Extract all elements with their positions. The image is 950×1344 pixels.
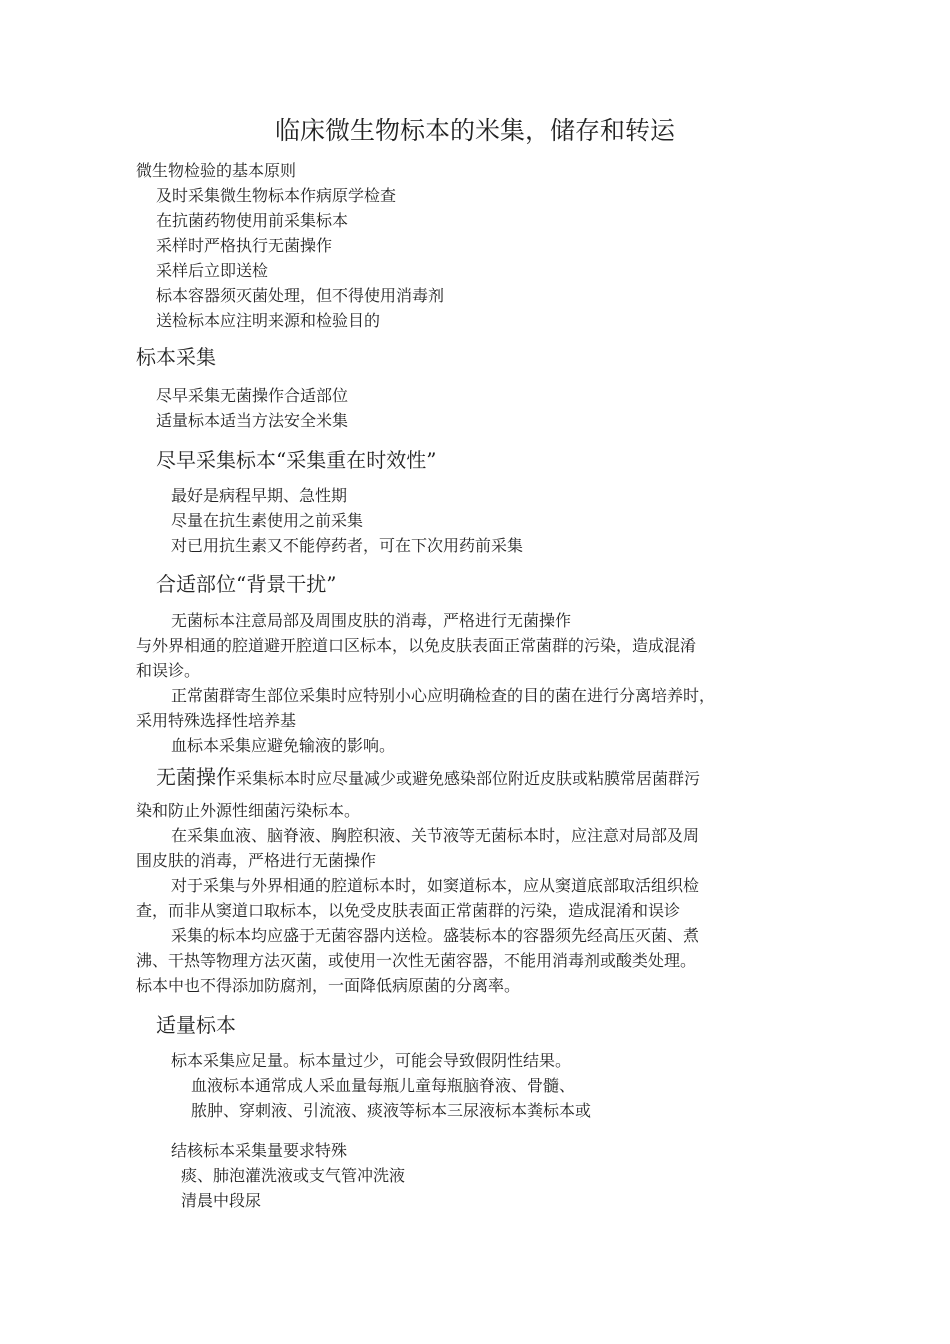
aseptic-paragraph (156, 767, 700, 789)
document-title: 临床微生物标本的米集，储存和转运 (274, 116, 675, 145)
early-heading: 尽早采集标本“采集重在时效性” (156, 448, 437, 472)
amount-line: 血液标本通常成人采血量每瓶儿童每瓶脑脊液、骨髓、 (191, 1076, 576, 1095)
early-item: 尽量在抗生素使用之前采集 (171, 511, 364, 530)
site-line: 无菌标本注意局部及周围皮肤的消毒，严格进行无菌操作 (171, 611, 572, 630)
principle-item: 送检标本应注明来源和检验目的 (156, 311, 381, 330)
site-heading: 合适部位“背景干扰” (156, 572, 337, 596)
principle-item: 在抗菌药物使用前采集标本 (156, 211, 349, 230)
site-line: 与外界相通的腔道避开腔道口区标本，以免皮肤表面正常菌群的污染，造成混淆 (136, 636, 697, 655)
site-line: 采用特殊选择性培养基 (136, 711, 297, 730)
amount-line: 脓肿、穿刺液、引流液、痰液等标本三尿液标本粪标本或 (191, 1101, 592, 1120)
early-item: 最好是病程早期、急性期 (171, 486, 348, 505)
amount-line: 结核标本采集量要求特殊 (171, 1141, 348, 1160)
principles-heading: 微生物检验的基本原则 (136, 161, 297, 180)
principle-item: 标本容器须灭菌处理，但不得使用消毒剂 (156, 286, 445, 305)
aseptic-line: 在采集血液、脑脊液、胸腔积液、关节液等无菌标本时，应注意对局部及周 (171, 826, 700, 845)
aseptic-line: 采集的标本均应盛于无菌容器内送检。盛装标本的容器须先经高压灭菌、煮 (171, 926, 700, 945)
amount-heading: 适量标本 (156, 1013, 236, 1037)
aseptic-line: 标本中也不得添加防腐剂，一面降低病原菌的分离率。 (136, 976, 521, 995)
early-item: 对已用抗生素又不能停药者，可在下次用药前采集 (171, 536, 524, 555)
aseptic-line: 染和防止外源性细菌污染标本。 (136, 801, 361, 820)
collection-item: 尽早采集无菌操作合适部位 (156, 386, 349, 405)
amount-line: 痰、肺泡灌洗液或支气管冲洗液 (181, 1166, 406, 1185)
collection-item: 适量标本适当方法安全米集 (156, 411, 349, 430)
aseptic-line: 沸、干热等物理方法灭菌，或使用一次性无菌容器，不能用消毒剂或酸类处理。 (136, 951, 697, 970)
collection-heading: 标本采集 (136, 345, 216, 369)
site-line: 血标本采集应避免输液的影响。 (171, 736, 396, 755)
principle-item: 及时采集微生物标本作病原学检查 (156, 186, 397, 205)
amount-line: 清晨中段尿 (181, 1191, 262, 1210)
aseptic-line: 围皮肤的消毒，严格进行无菌操作 (136, 851, 377, 870)
principle-item: 采样后立即送检 (156, 261, 269, 280)
principle-item: 采样时严格执行无菌操作 (156, 236, 333, 255)
site-line: 正常菌群寄生部位采集时应特别小心应明确检查的目的菌在进行分离培养时， (171, 686, 716, 705)
aseptic-line: 查，而非从窦道口取标本，以免受皮肤表面正常菌群的污染，造成混淆和误诊 (136, 901, 681, 920)
amount-line: 标本采集应足量。标本量过少，可能会导致假阴性结果。 (171, 1051, 572, 1070)
site-line: 和误诊。 (136, 661, 201, 680)
aseptic-heading: 无菌操作 (156, 765, 236, 789)
aseptic-line: 对于采集与外界相通的腔道标本时，如窦道标本，应从窦道底部取活组织检 (171, 876, 700, 895)
aseptic-lead: 采集标本时应尽量减少或避免感染部位附近皮肤或粘膜常居菌群污 (236, 769, 701, 788)
